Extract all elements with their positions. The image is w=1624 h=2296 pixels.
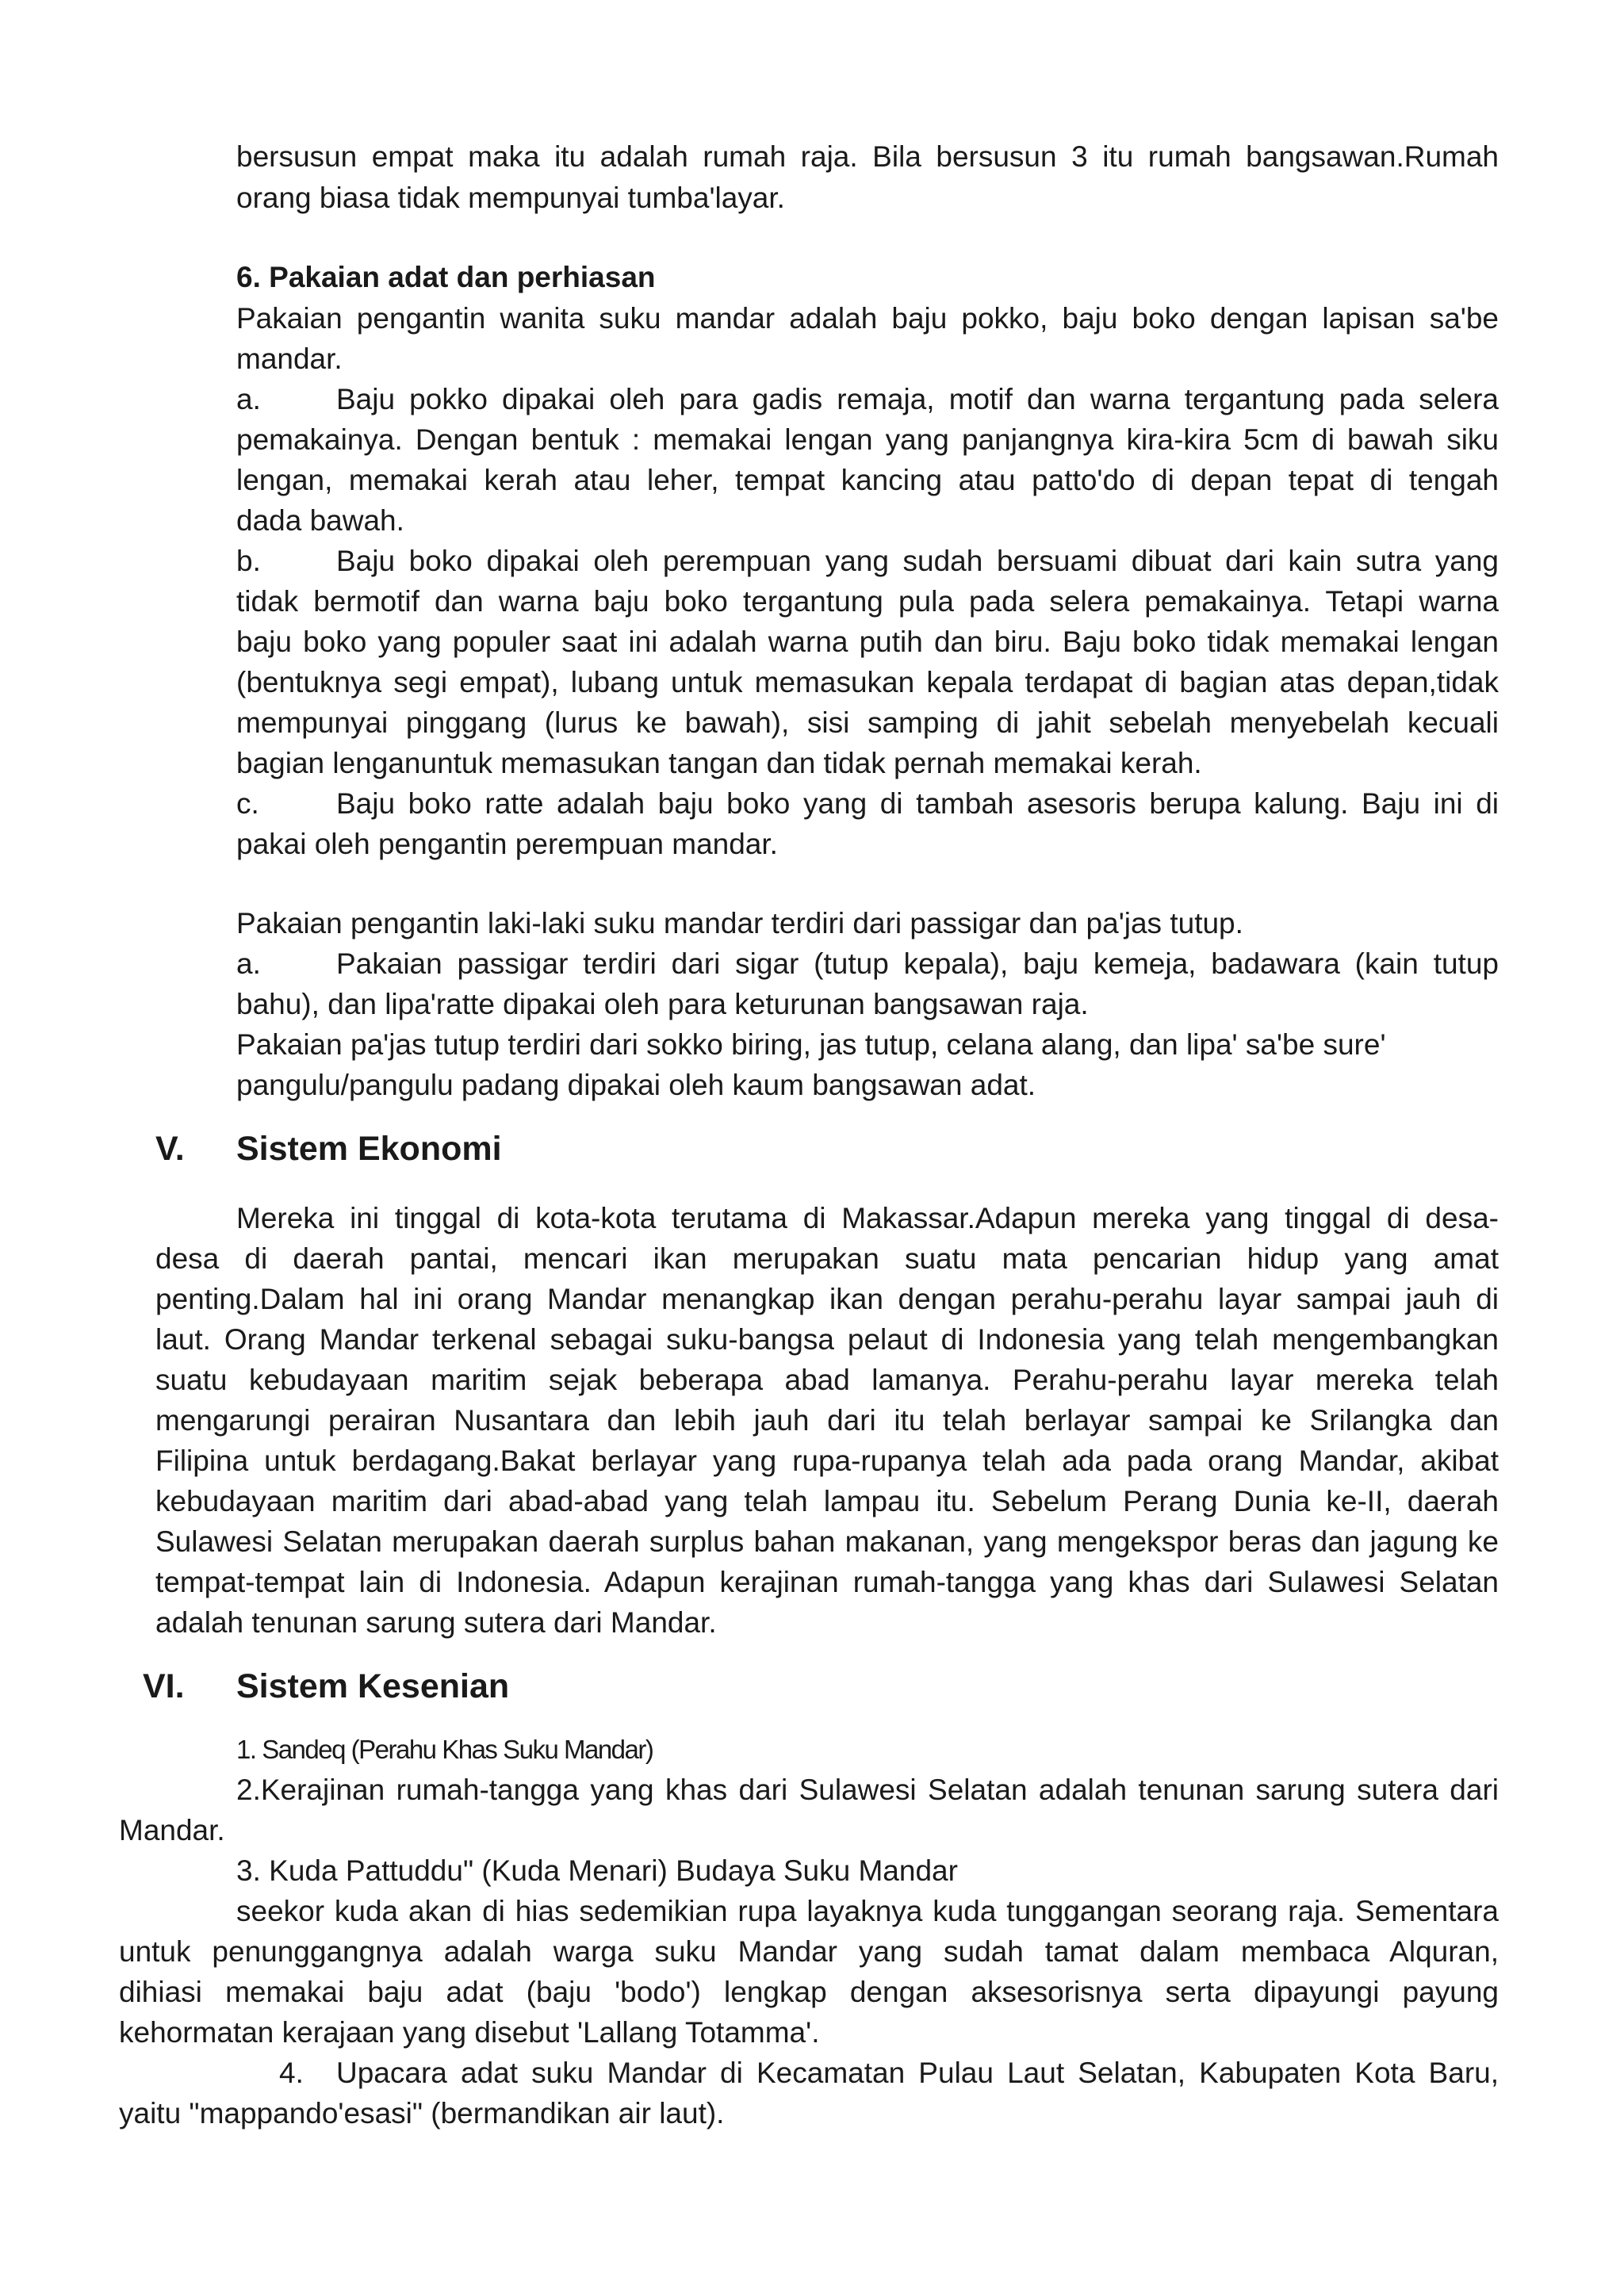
- paragraph-line: Filipina untuk berdagang.Bakat berlayar yang rupa-rupanya telah ada pada orang Mandar, akibat: [155, 1445, 1499, 1477]
- list-item-line: Pakaian passigar terdiri dari sigar (tutup kepala), baju kemeja, badawara (kain tutup: [336, 947, 1499, 980]
- list-item-line: Upacara adat suku Mandar di Kecamatan Pulau Laut Selatan, Kabupaten Kota Baru,: [336, 2057, 1499, 2089]
- paragraph-line: seekor kuda akan di hias sedemikian rupa layaknya kuda tunggangan seorang raja. Sementara: [236, 1895, 1499, 1927]
- paragraph-line: desa di daerah pantai, mencari ikan merupakan suatu mata pencarian hidup yang amat: [155, 1242, 1499, 1275]
- list-item-line: pemakainya. Dengan bentuk : memakai lengan yang panjangnya kira-kira 5cm di bawah siku: [236, 423, 1499, 456]
- list-item-line: tidak bermotif dan warna baju boko tergantung pula pada selera pemakainya. Tetapi warna: [236, 585, 1499, 618]
- list-item-line: mempunyai pinggang (lurus ke bawah), sisi samping di jahit sebelah menyebelah kecuali: [236, 706, 1499, 739]
- list-item-line: Baju boko dipakai oleh perempuan yang sudah bersuami dibuat dari kain sutra yang: [336, 545, 1499, 577]
- list-item-line: bagian lenganuntuk memasukan tangan dan tidak pernah memakai kerah.: [236, 747, 1202, 779]
- paragraph-line: pangulu/pangulu padang dipakai oleh kaum bangsawan adat.: [236, 1069, 1036, 1101]
- continuation-line: orang biasa tidak mempunyai tumba'layar.: [236, 182, 785, 214]
- paragraph-line: penting.Dalam hal ini orang Mandar menangkap ikan dengan perahu-perahu layar sampai jauh di: [155, 1283, 1499, 1315]
- list-item-line: yaitu "mappando'esasi" (bermandikan air laut).: [119, 2097, 725, 2130]
- list-item-line: baju boko yang populer saat ini adalah warna putih dan biru. Baju boko tidak memakai lengan: [236, 626, 1499, 658]
- paragraph-line: Sulawesi Selatan merupakan daerah surplus bahan makanan, yang mengekspor beras dan jagung ke: [155, 1525, 1499, 1558]
- paragraph-line: tempat-tempat lain di Indonesia. Adapun kerajinan rumah-tangga yang khas dari Sulawesi Selatan: [155, 1566, 1499, 1598]
- section-title: Sistem Kesenian: [236, 1667, 510, 1705]
- paragraph-line: mandar.: [236, 342, 343, 375]
- list-item-line: 2.Kerajinan rumah-tangga yang khas dari Sulawesi Selatan adalah tenunan sarung sutera dari: [236, 1774, 1499, 1806]
- list-marker: b.: [236, 545, 261, 577]
- paragraph-line: dihiasi memakai baju adat (baju 'bodo') lengkap dengan aksesorisnya serta dipayungi payung: [119, 1976, 1499, 2008]
- paragraph-line: laut. Orang Mandar terkenal sebagai suku-bangsa pelaut di Indonesia yang telah mengembangkan: [155, 1323, 1499, 1356]
- list-item-line: Baju pokko dipakai oleh para gadis remaja, motif dan warna tergantung pada selera: [336, 383, 1499, 415]
- section-heading-vi: [143, 1667, 1491, 1711]
- section-number: V.: [155, 1130, 185, 1168]
- list-marker: 4.: [279, 2057, 304, 2089]
- paragraph-line: untuk penunggangnya adalah warga suku Mandar yang sudah tamat dalam membaca Alquran,: [119, 1935, 1499, 1968]
- paragraph-line: mengarungi perairan Nusantara dan lebih jauh dari itu telah berlayar sampai ke Srilangka dan: [155, 1404, 1499, 1437]
- section-heading-v: [155, 1129, 1503, 1173]
- list-item-line: 3. Kuda Pattuddu" (Kuda Menari) Budaya Suku Mandar: [236, 1854, 958, 1887]
- paragraph-line: Pakaian pengantin laki-laki suku mandar terdiri dari passigar dan pa'jas tutup.: [236, 907, 1243, 939]
- list-item-line: pakai oleh pengantin perempuan mandar.: [236, 828, 778, 860]
- paragraph-line: adalah tenunan sarung sutera dari Mandar.: [155, 1606, 717, 1639]
- list-item-line: Baju boko ratte adalah baju boko yang di tambah asesoris berupa kalung. Baju ini di: [336, 787, 1499, 820]
- section-title: Sistem Ekonomi: [236, 1130, 502, 1168]
- paragraph-line: kehormatan kerajaan yang disebut 'Lallang Totamma'.: [119, 2016, 820, 2049]
- list-item-line: (bentuknya segi empat), lubang untuk memasukan kepala terdapat di bagian atas depan,tidak: [236, 666, 1499, 698]
- list-marker: a.: [236, 947, 261, 980]
- list-item-line: lengan, memakai kerah atau leher, tempat kancing atau patto'do di depan tepat di tengah: [236, 464, 1499, 496]
- list-marker: a.: [236, 383, 261, 415]
- list-item-line: 1. Sandeq (Perahu Khas Suku Mandar): [236, 1735, 653, 1764]
- list-marker: c.: [236, 787, 259, 820]
- paragraph-line: suatu kebudayaan maritim sejak beberapa abad lamanya. Perahu-perahu layar mereka telah: [155, 1364, 1499, 1396]
- paragraph-line: Pakaian pa'jas tutup terdiri dari sokko biring, jas tutup, celana alang, dan lipa' sa'be sure': [236, 1028, 1386, 1061]
- paragraph-line: kebudayaan maritim dari abad-abad yang telah lampau itu. Sebelum Perang Dunia ke-II, daerah: [155, 1485, 1499, 1517]
- list-item-line: dada bawah.: [236, 504, 404, 537]
- paragraph-line: Pakaian pengantin wanita suku mandar adalah baju pokko, baju boko dengan lapisan sa'be: [236, 302, 1499, 335]
- section-number: VI.: [143, 1667, 185, 1705]
- list-item-line: bahu), dan lipa'ratte dipakai oleh para keturunan bangsawan raja.: [236, 988, 1089, 1020]
- paragraph-line: Mereka ini tinggal di kota-kota terutama di Makassar.Adapun mereka yang tinggal di desa-: [236, 1202, 1499, 1234]
- continuation-line: bersusun empat maka itu adalah rumah raja. Bila bersusun 3 itu rumah bangsawan.Rumah: [236, 140, 1499, 173]
- subsection-title: 6. Pakaian adat dan perhiasan: [236, 261, 656, 293]
- list-item-line: Mandar.: [119, 1814, 225, 1846]
